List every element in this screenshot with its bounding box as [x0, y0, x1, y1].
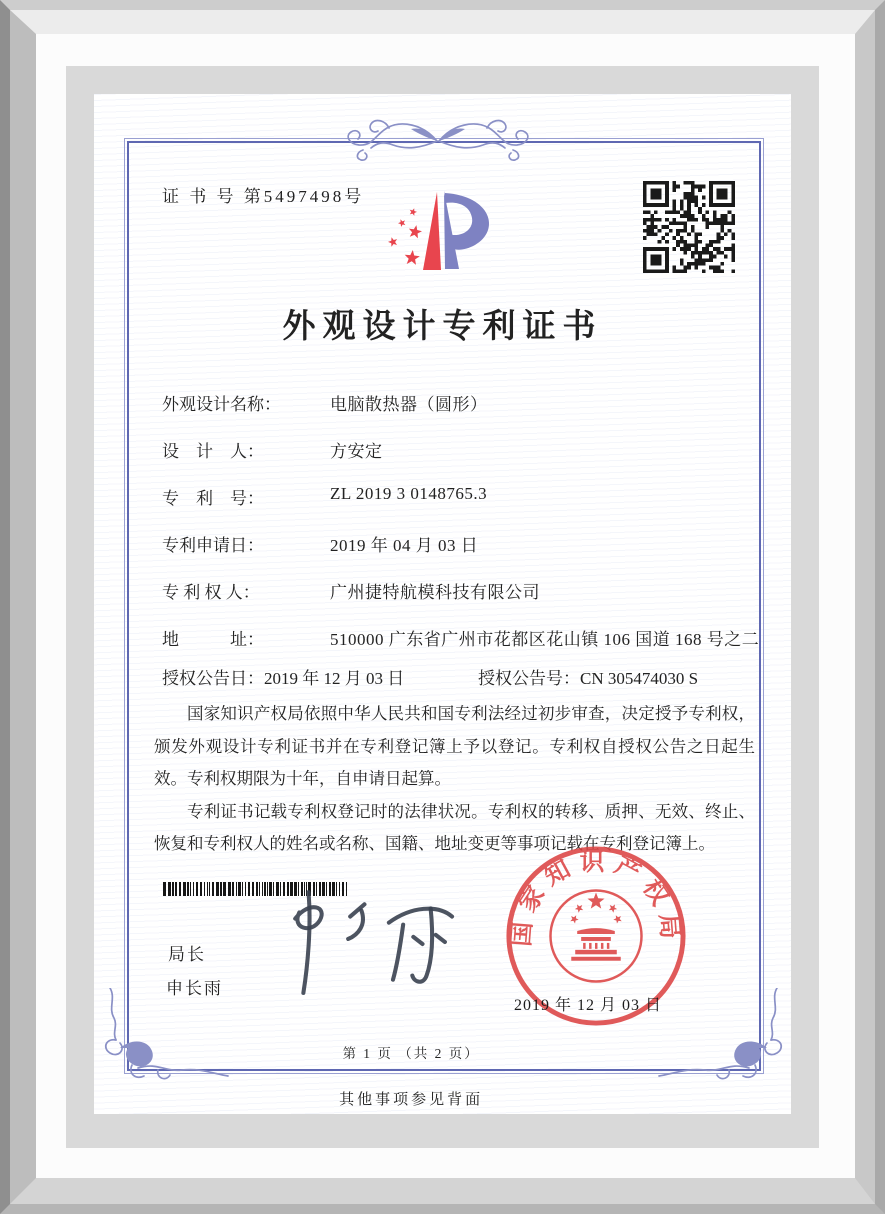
field-patent-number [162, 484, 762, 531]
certificate-title: 外观设计专利证书 [282, 309, 603, 345]
legal-paragraph-2: 专利证书记载专利权登记时的法律状况。专利权的转移、质押、无效、终止、恢复和专利权人的姓名或名称、国籍、地址变更等事项记载在专利登记簿上。 [154, 801, 755, 853]
field-label: 专 利 号： [162, 489, 264, 508]
page-number: 第 1 页 （共 2 页） [342, 1046, 480, 1061]
certificate-number: 证 书 号 第5497498号 [162, 187, 365, 206]
field-label: 设 计 人： [162, 442, 264, 461]
legal-paragraph-1: 国家知识产权局依照中华人民共和国专利法经过初步审查，决定授予专利权，颁发外观设计专利证书并在专利登记簿上予以登记。专利权自授权公告之日起生效。专利权期限为十年，自申请日起算。 [154, 704, 755, 788]
field-value: 电脑散热器（圆形） [330, 395, 488, 414]
field-value: 广州捷特航模科技有限公司 [330, 583, 540, 602]
grant-date-label: 授权公告日： [162, 669, 264, 688]
grant-number: CN 305474030 S [580, 669, 699, 688]
floral-flourish-top-icon [333, 114, 543, 166]
field-filing-date [162, 531, 762, 578]
grant-number-label: 授权公告号： [478, 669, 580, 688]
field-label: 地 址： [162, 630, 264, 649]
national-emblem-icon [571, 928, 620, 961]
field-value: 2019 年 04 月 03 日 [330, 536, 479, 555]
field-value: 510000 广东省广州市花都区花山镇 106 国道 168 号之二 [330, 630, 760, 649]
field-designer [162, 437, 762, 484]
qr-code-icon [643, 181, 735, 273]
field-list [162, 390, 762, 672]
field-patentee [162, 578, 762, 625]
grant-date: 2019 年 12 月 03 日 [264, 669, 405, 688]
seal-ring-text: 国家知识产权局 [508, 849, 684, 948]
field-value: 方安定 [330, 442, 383, 461]
legal-text [154, 698, 755, 861]
floral-flourish-corner-left-icon [98, 988, 230, 1084]
field-design-name [162, 390, 762, 437]
certificate-page [94, 94, 791, 1114]
field-value: ZL 2019 3 0148765.3 [330, 484, 488, 503]
seal-date: 2019 年 12 月 03 日 [514, 997, 663, 1014]
commissioner-title: 局长 [168, 945, 206, 964]
commissioner-name: 申长雨 [166, 979, 223, 998]
back-side-note: 其他事项参见背面 [339, 1092, 484, 1108]
field-label: 外观设计名称： [162, 395, 281, 414]
field-label: 专利申请日： [162, 536, 264, 555]
cnipa-logo-icon [381, 168, 513, 290]
handwritten-signature-icon [264, 886, 469, 998]
grant-row [162, 664, 782, 689]
field-label: 专 利 权 人： [162, 583, 260, 602]
